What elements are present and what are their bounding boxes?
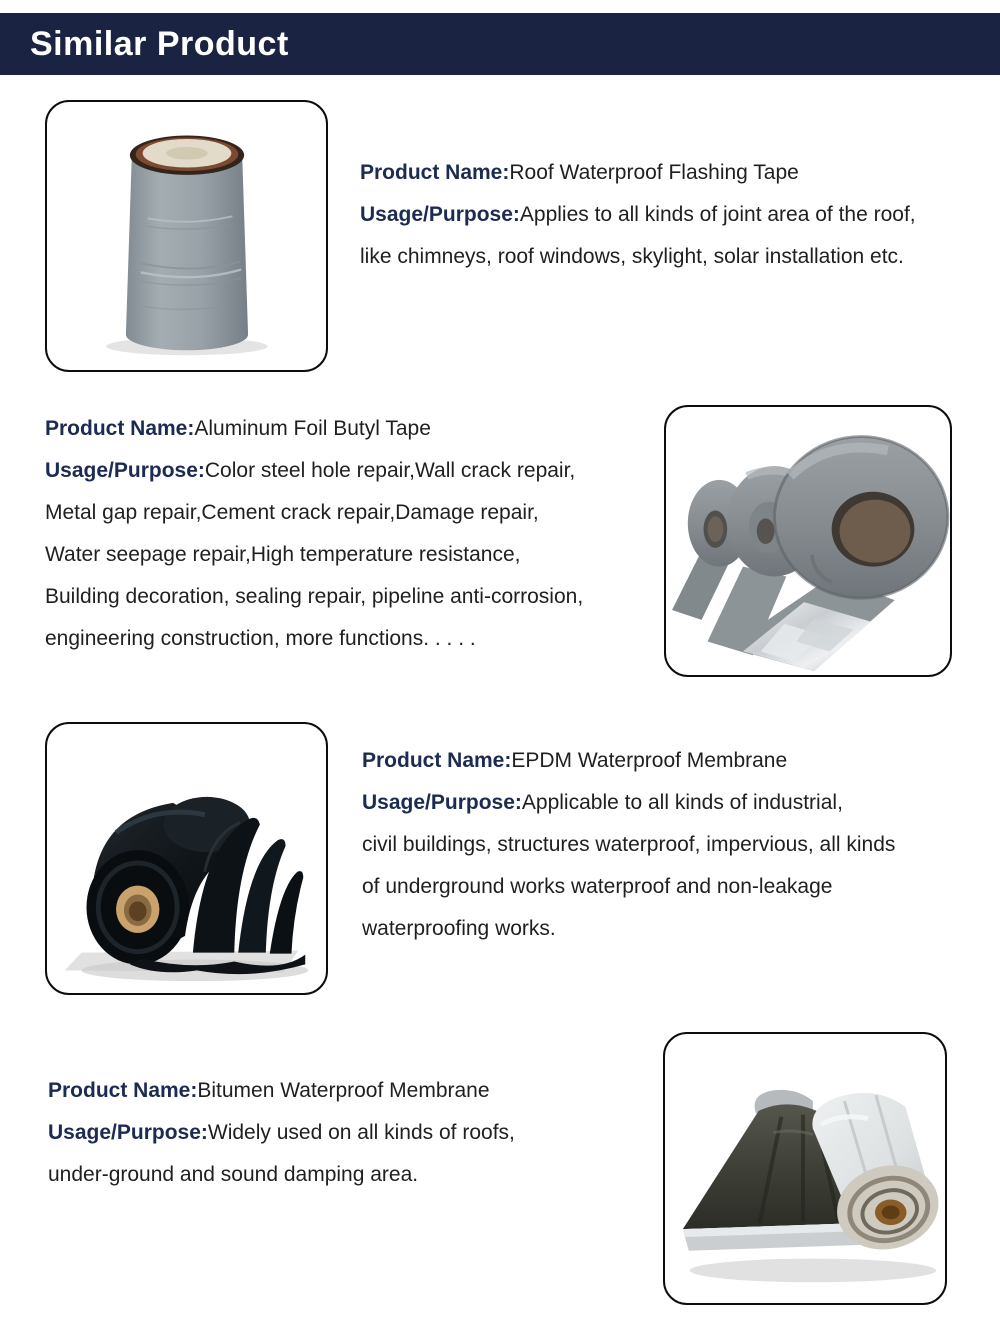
usage-label: Usage/Purpose:: [362, 791, 522, 814]
product-image-roof-waterproof-flashing-tape: [45, 100, 328, 372]
usage-value: Color steel hole repair,Wall crack repair,: [204, 459, 576, 482]
product-name-line: [48, 1070, 515, 1112]
usage-label: Usage/Purpose:: [48, 1121, 208, 1144]
usage-line: [48, 1112, 515, 1154]
flashing-tape-roll-illustration: [47, 102, 326, 370]
product-name-label: Product Name:: [360, 161, 510, 184]
product-name-label: Product Name:: [362, 749, 512, 772]
product-name-value: Bitumen Waterproof Membrane: [197, 1079, 490, 1102]
product-name-label: Product Name:: [48, 1079, 198, 1102]
product-name-value: Roof Waterproof Flashing Tape: [509, 161, 799, 184]
product-name-line: [360, 152, 916, 194]
product-image-bitumen-waterproof-membrane: [663, 1032, 947, 1305]
usage-line: waterproofing works.: [362, 917, 556, 940]
butyl-tape-rolls-illustration: [666, 407, 950, 675]
product-info-epdm-waterproof-membrane: [362, 740, 895, 950]
product-info-bitumen-waterproof-membrane: [48, 1070, 515, 1196]
usage-line: Metal gap repair,Cement crack repair,Damage repair,: [45, 501, 539, 524]
usage-line: like chimneys, roof windows, skylight, solar installation etc.: [360, 245, 904, 268]
usage-line: civil buildings, structures waterproof, impervious, all kinds: [362, 833, 896, 856]
product-name-value: EPDM Waterproof Membrane: [511, 749, 788, 772]
product-info-aluminum-foil-butyl-tape: [45, 408, 583, 660]
usage-line: Water seepage repair,High temperature resistance,: [45, 543, 521, 566]
usage-line: [45, 450, 583, 492]
usage-value: Widely used on all kinds of roofs,: [207, 1121, 515, 1144]
epdm-membrane-illustration: [47, 724, 326, 993]
product-name-line: [362, 740, 895, 782]
usage-line: engineering construction, more functions. . . . .: [45, 627, 476, 650]
product-name-value: Aluminum Foil Butyl Tape: [194, 417, 431, 440]
product-image-epdm-waterproof-membrane: [45, 722, 328, 995]
section-header-bar: [0, 13, 1000, 75]
usage-label: Usage/Purpose:: [45, 459, 205, 482]
usage-line: under-ground and sound damping area.: [48, 1163, 419, 1186]
product-name-line: [45, 408, 583, 450]
product-name-label: Product Name:: [45, 417, 195, 440]
usage-line: [360, 194, 916, 236]
usage-line: Building decoration, sealing repair, pipeline anti-corrosion,: [45, 585, 584, 608]
product-image-aluminum-foil-butyl-tape: [664, 405, 952, 677]
usage-label: Usage/Purpose:: [360, 203, 520, 226]
usage-line: of underground works waterproof and non-leakage: [362, 875, 833, 898]
usage-line: [362, 782, 895, 824]
bitumen-membrane-illustration: [665, 1034, 945, 1303]
usage-value: Applicable to all kinds of industrial,: [521, 791, 843, 814]
section-title: Similar Product: [30, 24, 289, 63]
product-info-roof-waterproof-flashing-tape: [360, 152, 916, 278]
usage-value: Applies to all kinds of joint area of the roof,: [519, 203, 916, 226]
